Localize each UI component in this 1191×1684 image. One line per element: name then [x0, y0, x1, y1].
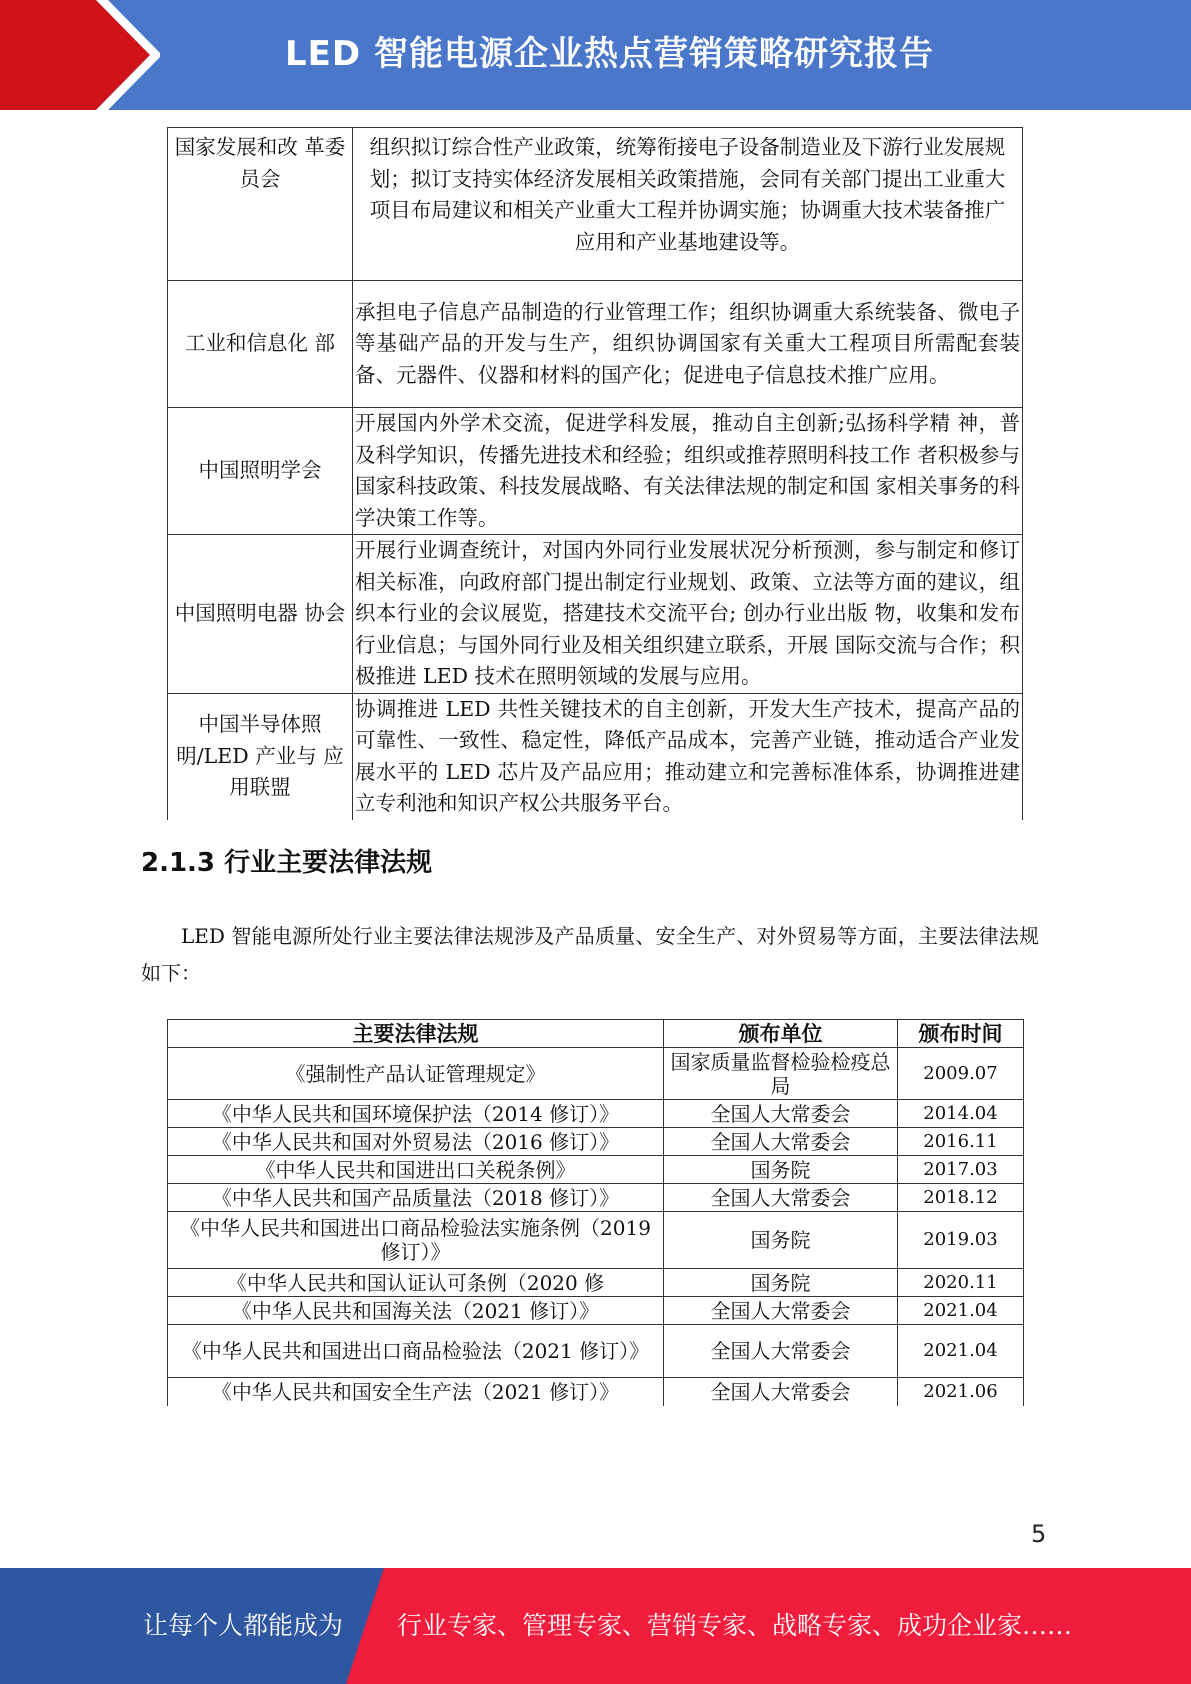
table-row: [168, 1156, 1024, 1184]
agency-duty: 承担电子信息产品制造的行业管理工作；组织协调重大系统装备、微电子等基础产品的开发与生产，组织协调国家有关重大工程项目所需配套装备、元器件、仪器和材料的国产化；促进电子信息技术推广应用。: [353, 281, 1023, 408]
law-unit: 国务院: [664, 1212, 898, 1269]
law-unit: 国家质量监督检验检疫总局: [664, 1048, 898, 1100]
law-date: 2021.06: [898, 1378, 1024, 1406]
law-unit: 全国人大常委会: [664, 1100, 898, 1128]
law-name: 《中华人民共和国认证认可条例（2020 修: [168, 1269, 664, 1297]
table-row: [168, 1378, 1024, 1406]
agency-duty: 组织拟订综合性产业政策，统筹衔接电子设备制造业及下游行业发展规划；拟订支持实体经济发展相关政策措施，会同有关部门提出工业重大项目布局建议和相关产业重大工程并协调实施；协调重大技术装备推广应用和产业基地建设等。: [353, 128, 1023, 281]
law-name: 《中华人民共和国进出口商品检验法（2021 修订）》: [168, 1325, 664, 1378]
table-row: [168, 1297, 1024, 1325]
agency-name: 工业和信息化 部: [168, 281, 353, 408]
law-date: 2021.04: [898, 1325, 1024, 1378]
table-row: [168, 128, 1023, 281]
header-arrow-decoration: [0, 0, 160, 110]
agency-duty: 开展国内外学术交流，促进学科发展，推动自主创新;弘扬科学精 神，普及科学知识，传播先进技术和经验；组织或推荐照明科技工作 者积极参与国家科技政策、科技发展战略、有关法律法规的制定和国 家相关事务的科学决策工作等。: [353, 408, 1023, 535]
page-footer: [0, 1568, 1191, 1684]
law-name: 《中华人民共和国对外贸易法（2016 修订）》: [168, 1128, 664, 1156]
column-header-date: 颁布时间: [898, 1020, 1024, 1048]
law-name: 《中华人民共和国产品质量法（2018 修订）》: [168, 1184, 664, 1212]
agency-duty: 开展行业调查统计，对国内外同行业发展状况分析预测，参与制定和修订相关标准，向政府部门提出制定行业规划、政策、立法等方面的建议，组织本行业的会议展览，搭建技术交流平台; 创办行业出版 物，收集和发布行业信息；与国外同行业及相关组织建立联系，开展 国际交流与合作；积极推进 LED 技术在照明领域的发展与应用。: [353, 535, 1023, 694]
law-unit: 全国人大常委会: [664, 1128, 898, 1156]
table-row: [168, 1269, 1024, 1297]
page-number: 5: [1031, 1520, 1047, 1548]
law-unit: 全国人大常委会: [664, 1325, 898, 1378]
table-row: [168, 1100, 1024, 1128]
table-row: [168, 1128, 1024, 1156]
table-row: [168, 693, 1023, 820]
law-name: 《中华人民共和国安全生产法（2021 修订）》: [168, 1378, 664, 1406]
law-date: 2014.04: [898, 1100, 1024, 1128]
law-date: 2016.11: [898, 1128, 1024, 1156]
law-name: 《中华人民共和国环境保护法（2014 修订）》: [168, 1100, 664, 1128]
table-row: [168, 1048, 1024, 1100]
agency-duty: 协调推进 LED 共性关键技术的自主创新，开发大生产技术，提高产品的可靠性、一致性、稳定性，降低产品成本，完善产业链，推动适合产业发展水平的 LED 芯片及产品应用；推动建立和完善标准体系，协调推进建立专利池和知识产权公共服务平台。: [353, 693, 1023, 820]
table-row: [168, 408, 1023, 535]
table-header-row: [168, 1020, 1024, 1048]
agency-name: 中国半导体照 明/LED 产业与 应用联盟: [168, 693, 353, 820]
law-date: 2021.04: [898, 1297, 1024, 1325]
table-row: [168, 1184, 1024, 1212]
agency-name: 国家发展和改 革委员会: [168, 128, 353, 281]
agency-table: [167, 127, 1023, 820]
agency-name: 中国照明学会: [168, 408, 353, 535]
table-row: [168, 1212, 1024, 1269]
law-date: 2018.12: [898, 1184, 1024, 1212]
law-date: 2009.07: [898, 1048, 1024, 1100]
section-intro: LED 智能电源所处行业主要法律法规涉及产品质量、安全生产、对外贸易等方面，主要法律法规如下：: [141, 924, 1039, 985]
law-name: 《中华人民共和国进出口关税条例》: [168, 1156, 664, 1184]
report-title: LED 智能电源企业热点营销策略研究报告: [285, 34, 934, 74]
law-date: 2017.03: [898, 1156, 1024, 1184]
table-row: [168, 1325, 1024, 1378]
table-row: [168, 535, 1023, 694]
agency-name: 中国照明电器 协会: [168, 535, 353, 694]
law-unit: 国务院: [664, 1269, 898, 1297]
law-name: 《强制性产品认证管理规定》: [168, 1048, 664, 1100]
law-unit: 全国人大常委会: [664, 1297, 898, 1325]
law-name: 《中华人民共和国进出口商品检验法实施条例（2019 修订）》: [168, 1212, 664, 1269]
law-unit: 国务院: [664, 1156, 898, 1184]
section-heading: 2.1.3 行业主要法律法规: [141, 848, 433, 878]
law-table: [167, 1019, 1024, 1406]
page-header: [0, 0, 1191, 110]
footer-slogan-right: 行业专家、管理专家、营销专家、战略专家、成功企业家……: [397, 1611, 1073, 1640]
column-header-unit: 颁布单位: [664, 1020, 898, 1048]
table-row: [168, 281, 1023, 408]
law-unit: 全国人大常委会: [664, 1184, 898, 1212]
column-header-law: 主要法律法规: [168, 1020, 664, 1048]
law-name: 《中华人民共和国海关法（2021 修订）》: [168, 1297, 664, 1325]
law-date: 2019.03: [898, 1212, 1024, 1269]
law-date: 2020.11: [898, 1269, 1024, 1297]
law-unit: 全国人大常委会: [664, 1378, 898, 1406]
footer-slogan-left: 让每个人都能成为: [143, 1611, 344, 1640]
